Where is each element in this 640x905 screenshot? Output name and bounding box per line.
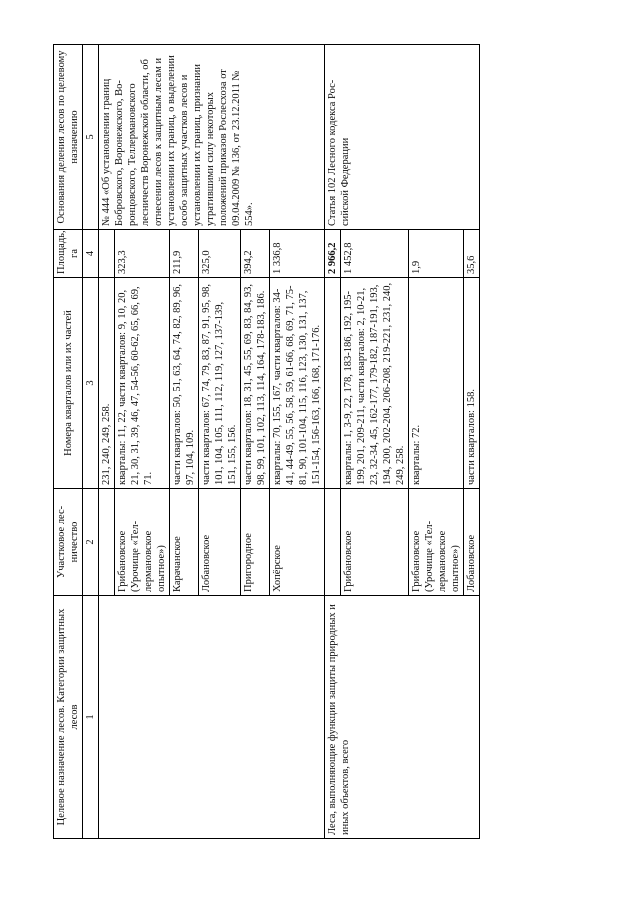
quarters-cell: кварталы: 1, 3-9, 22, 178, 183-186, 192, 195-199, 201, 209-211, части кварталов: 2, 10-21, 23, 32-34, 45, 162-177, 179-182, 187-191, 193, 194, 200, 202-204, 206-208, 219-221, 231, 240, 249, 258. bbox=[341, 278, 409, 489]
quarters-cell: 231, 240, 249, 258. bbox=[99, 278, 115, 489]
quarters-cell: части кварталов: 18, 31, 45, 55, 69, 83, 84, 93, 98, 99, 101, 102, 113, 114, 164, 178-183, 186. bbox=[241, 278, 270, 489]
quarters-cell: кварталы: 11, 22, части кварталов: 9, 10, 20, 21, 30, 31, 39, 46, 47, 54-56, 60-62, 65, 66, 69, 71. bbox=[115, 278, 170, 489]
area-cell: 394,2 bbox=[241, 230, 270, 278]
col-number: 5 bbox=[83, 45, 99, 230]
area-cell bbox=[99, 230, 115, 278]
quarters-cell: кварталы: 70, 155, 167, части кварталов: 34-41, 44-49, 55, 56, 58, 59, 61-66, 68, 69, 71, 75-81, 90, 101-104, 115, 116, 123, 130, 131, 137, 151-154, 156-163, 166, 168, 171-176. bbox=[270, 278, 325, 489]
district-cell: Хопёрское bbox=[270, 489, 325, 596]
quarters-cell: части кварталов: 50, 51, 63, 64, 74, 82, 89, 96, 97, 104, 109. bbox=[170, 278, 199, 489]
area-cell: 1 452,8 bbox=[341, 230, 409, 278]
area-cell: 1 336,8 bbox=[270, 230, 325, 278]
area-total-cell: 2 966,2 bbox=[325, 230, 341, 278]
area-cell: 35,6 bbox=[464, 230, 480, 278]
area-cell: 211,9 bbox=[170, 230, 199, 278]
district-cell: Пригородное bbox=[241, 489, 270, 596]
quarters-cell bbox=[325, 278, 341, 489]
header-quarters: Номера кварталов или их частей bbox=[54, 278, 83, 489]
basis-cell: Статья 102 Лесного кодекса Российской Федерации bbox=[325, 45, 480, 230]
header-basis: Основания деления лесов по целевому назначению bbox=[54, 45, 83, 230]
area-cell: 1,9 bbox=[409, 230, 464, 278]
quarters-cell: части кварталов: 67, 74, 79, 83, 87, 91, 95, 98, 101, 104, 105, 111, 112, 119, 127, 137-139, 151, 155, 156. bbox=[199, 278, 241, 489]
table-row-total bbox=[325, 45, 341, 839]
area-cell: 325,0 bbox=[199, 230, 241, 278]
district-cell: Лобановское bbox=[199, 489, 241, 596]
district-cell: Грибановское (Урочище «Теллермановское опытное») bbox=[409, 489, 464, 596]
header-purpose: Целевое назначение лесов. Категории защитных лесов bbox=[54, 596, 83, 839]
quarters-cell: кварталы: 72. bbox=[409, 278, 464, 489]
forest-division-table bbox=[53, 44, 480, 839]
area-cell: 323,3 bbox=[115, 230, 170, 278]
col-number: 4 bbox=[83, 230, 99, 278]
col-number: 3 bbox=[83, 278, 99, 489]
district-cell: Лобановское bbox=[464, 489, 480, 596]
district-cell: Грибановское bbox=[341, 489, 409, 596]
district-cell bbox=[99, 489, 115, 596]
quarters-cell: части кварталов: 158. bbox=[464, 278, 480, 489]
district-cell bbox=[325, 489, 341, 596]
column-number-row bbox=[83, 45, 99, 839]
header-district: Участковое лесничество bbox=[54, 489, 83, 596]
header-area: Площадь, га bbox=[54, 230, 83, 278]
col-number: 2 bbox=[83, 489, 99, 596]
district-cell: Карачанское bbox=[170, 489, 199, 596]
category-cell: Леса, выполняющие функции защиты природных и иных объектов, всего bbox=[325, 596, 480, 839]
table-row bbox=[99, 45, 115, 839]
header-row bbox=[54, 45, 83, 839]
district-cell: Грибановское (Урочище «Теллермановское опытное») bbox=[115, 489, 170, 596]
category-cell bbox=[99, 596, 325, 839]
basis-cell: № 444 «Об установлении границ Бобровского, Воронежского, Воронцовского, Теллермановского лесничеств Воронежской области, об отнесении лесов к защитным лесам и установлении их границ, о выделении особо защитных участков лесов и установлении их границ, признании утратившими силу некоторых положений приказов Рослесхоза от 09.04.2009 № 136, от 23.12.2011 № 554». bbox=[99, 45, 325, 230]
col-number: 1 bbox=[83, 596, 99, 839]
